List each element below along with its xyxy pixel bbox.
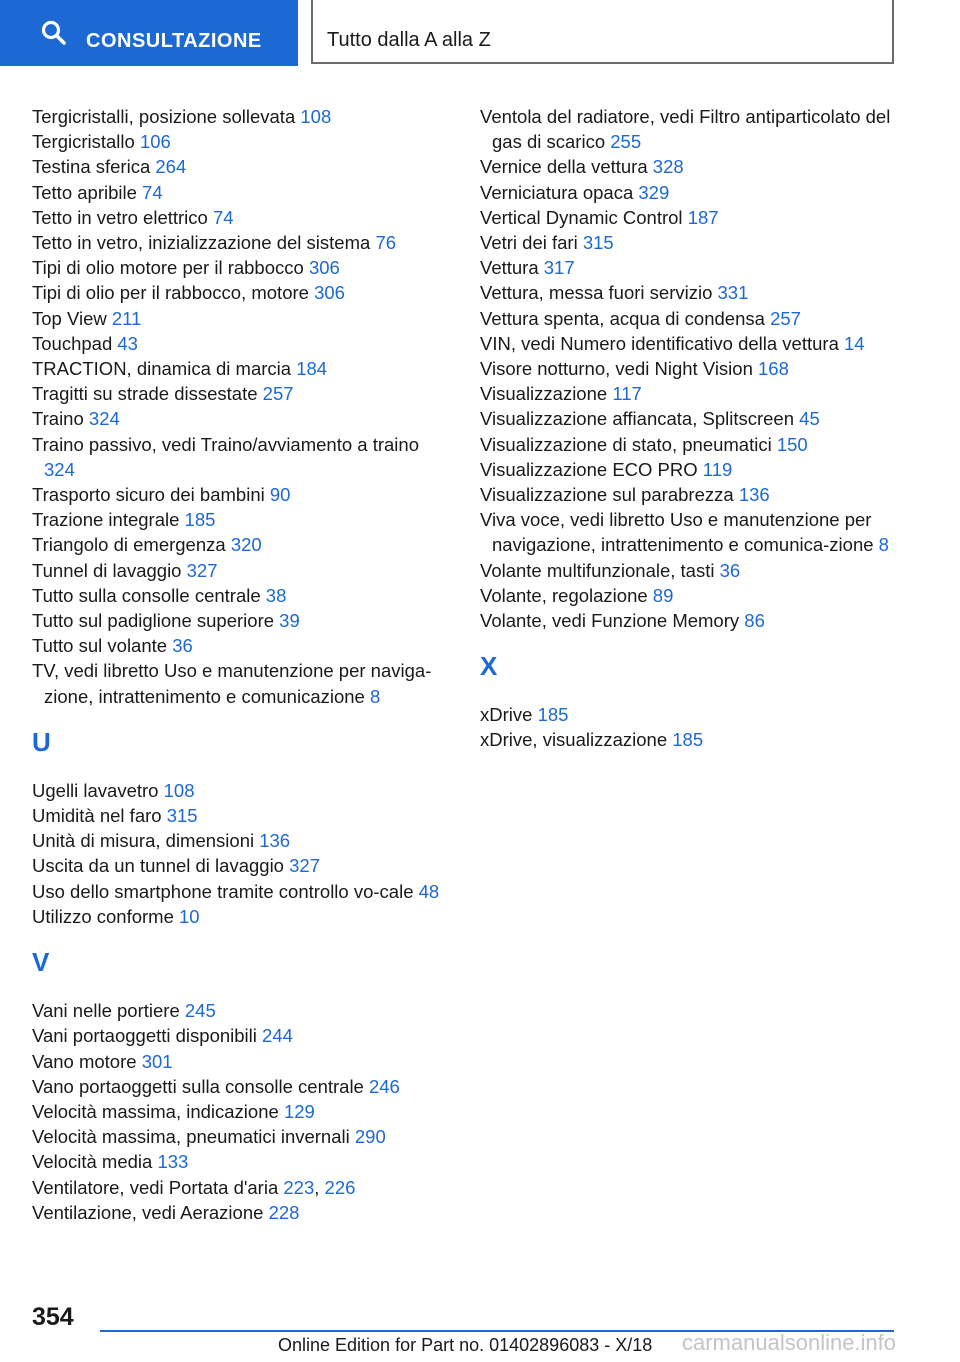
edition-note: Online Edition for Part no. 01402896083 - X/18 [278, 1335, 653, 1355]
index-entry-text: Uscita da un tunnel di lavaggio [32, 855, 290, 877]
index-entry [480, 356, 900, 381]
watermark: carmanualsonline.info [682, 1330, 897, 1355]
page-link[interactable]: 106 [139, 131, 171, 153]
index-entry [32, 129, 452, 154]
index-entry [480, 180, 900, 205]
index-entry [32, 904, 452, 929]
index-entry-text: Tutto sul padiglione superiore [32, 610, 280, 632]
index-entry [32, 1124, 452, 1149]
page-link[interactable]: 10 [179, 905, 200, 927]
page-link[interactable]: 327 [289, 855, 320, 877]
page-link[interactable]: 329 [638, 181, 670, 203]
index-entry [32, 432, 452, 482]
index-entry-text: Triangolo di emergenza [32, 534, 231, 556]
page-link[interactable]: 48 [418, 880, 440, 902]
page-link[interactable]: 43 [117, 332, 138, 354]
index-entry-text: Tetto apribile [32, 181, 143, 203]
index-entry-text: Vano portaoggetti sulla consolle centrale [32, 1075, 369, 1097]
index-entry [32, 230, 452, 255]
index-entry-text: Verniciatura opaca [480, 181, 639, 203]
page-link[interactable]: 327 [186, 559, 218, 581]
page-link[interactable]: 136 [738, 484, 770, 506]
index-entry-text: Vernice della vettura [480, 156, 653, 178]
index-entry-text: Visore notturno, vedi Night Vision [480, 358, 759, 380]
index-entry [32, 331, 452, 356]
index-entry [32, 356, 452, 381]
index-entry [32, 998, 452, 1023]
index-entry [480, 482, 900, 507]
page-link[interactable]: 226 [324, 1176, 356, 1198]
index-entry [32, 658, 452, 708]
index-entry [480, 255, 900, 280]
page-link[interactable]: 108 [300, 106, 332, 127]
v-entries [32, 998, 452, 1225]
page-link[interactable]: 119 [702, 458, 733, 480]
t-entries [32, 104, 452, 709]
index-entry [480, 583, 900, 608]
index-entry [32, 381, 452, 406]
page-link[interactable]: 39 [279, 610, 300, 632]
index-entry [480, 558, 900, 583]
letter-heading-v: V [32, 947, 50, 978]
page-link[interactable]: 257 [770, 307, 801, 329]
page-link[interactable]: 133 [157, 1151, 189, 1173]
index-entry [480, 507, 900, 557]
index-entry [32, 1049, 452, 1074]
index-entry [32, 1099, 452, 1124]
index-entry [480, 306, 900, 331]
page-link[interactable]: 244 [262, 1025, 293, 1047]
index-entry-text: Vertical Dynamic Control [480, 206, 688, 228]
index-entry-text: Tragitti su strade dissestate [32, 383, 263, 405]
index-entry-text: Velocità media [32, 1151, 158, 1173]
index-entry-text: TV, vedi libretto Uso e manutenzione per naviga-zione, intrattenimento e comunicazione [32, 660, 432, 707]
page-link[interactable]: 257 [262, 383, 294, 405]
page-link[interactable]: 14 [844, 332, 865, 354]
index-entry-text: VIN, vedi Numero identificativo della vettura [480, 332, 845, 354]
index-entry [480, 205, 900, 230]
index-entry [32, 1149, 452, 1174]
index-entry-text: xDrive [480, 704, 538, 726]
index-entry [32, 1175, 452, 1200]
index-entry-text: Umidità nel faro [32, 805, 167, 827]
index-entry-text: Visualizzazione [480, 383, 613, 405]
page-link[interactable]: 328 [652, 156, 684, 178]
index-entry [480, 154, 900, 179]
index-entry [480, 457, 900, 482]
tab-label: CONSULTAZIONE [86, 30, 262, 52]
index-entry-text: Trasporto sicuro dei bambini [32, 484, 270, 506]
letter-heading-u: U [32, 726, 51, 757]
index-entry [480, 381, 900, 406]
index-entry-text: Viva voce, vedi libretto Uso e manutenzione per navigazione, intrattenimento e comunica-zione [480, 509, 879, 556]
index-entry-text: Utilizzo conforme [32, 905, 180, 927]
page-link[interactable]: 129 [283, 1100, 315, 1122]
page-link[interactable]: 8 [370, 685, 381, 707]
index-entry [32, 803, 452, 828]
page-link[interactable]: 228 [268, 1201, 300, 1223]
index-entry-text: Unità di misura, dimensioni [32, 830, 260, 852]
index-entry-text: Tutto sulla consolle centrale [32, 584, 266, 606]
page-header [0, 0, 960, 66]
page-link[interactable]: 324 [44, 458, 75, 480]
index-entry-text: Vano motore [32, 1050, 142, 1072]
index-entry-text: Volante, regolazione [480, 584, 653, 606]
index-entry-text: Tutto sul volante [32, 635, 173, 657]
index-entry-text: Volante, vedi Funzione Memory [480, 610, 745, 632]
page-link[interactable]: 290 [354, 1126, 386, 1148]
index-entry-text: Visualizzazione di stato, pneumatici [480, 433, 777, 455]
index-entry [32, 1074, 452, 1099]
index-entry [32, 583, 452, 608]
page-link[interactable]: 245 [184, 1000, 216, 1022]
index-entry [480, 406, 900, 431]
page-link[interactable]: 36 [172, 635, 193, 657]
index-entry-text: Velocità massima, indicazione [32, 1100, 284, 1122]
page-link[interactable]: 223 [283, 1176, 315, 1198]
page-link[interactable]: 108 [163, 779, 195, 801]
page-link[interactable]: 86 [744, 610, 765, 632]
page-link[interactable]: 315 [582, 232, 614, 254]
index-entry-text: Traino [32, 408, 89, 430]
index-entry [32, 280, 452, 305]
page-link[interactable]: 90 [269, 484, 291, 506]
index-entry [480, 331, 900, 356]
page-link[interactable]: 185 [184, 509, 216, 531]
index-entry-text: Ventilatore, vedi Portata d'aria [32, 1176, 284, 1198]
index-entry-text: Ventola del radiatore, vedi Filtro antiparticolato del gas di scarico [480, 106, 891, 153]
index-entry-text: Tergicristalli, posizione sollevata [32, 106, 301, 127]
page-link[interactable]: 301 [141, 1050, 173, 1072]
index-entry-text: Tetto in vetro, inizializzazione del sistema [32, 232, 376, 254]
page-link[interactable]: 317 [543, 257, 575, 279]
index-entry-text: Vettura spenta, acqua di condensa [480, 307, 771, 329]
index-entry [32, 306, 452, 331]
page-link[interactable]: 76 [375, 232, 397, 254]
index-entry [32, 104, 452, 129]
index-entry [480, 727, 900, 752]
breadcrumb [311, 0, 894, 64]
index-entry [32, 205, 452, 230]
index-entry-text: Vettura [480, 257, 544, 279]
index-entry-text: Visualizzazione ECO PRO [480, 458, 703, 480]
page-link[interactable]: 89 [652, 584, 674, 606]
page-link[interactable]: 331 [717, 282, 749, 304]
index-entry-text: Vetri dei fari [480, 232, 583, 254]
index-entry-text: Visualizzazione sul parabrezza [480, 484, 739, 506]
page-link[interactable]: 187 [687, 206, 719, 228]
index-entry [480, 280, 900, 305]
index-entry [32, 633, 452, 658]
index-entry-text: Vettura, messa fuori servizio [480, 282, 718, 304]
index-entry [32, 1023, 452, 1048]
index-entry [32, 1200, 452, 1225]
index-entry [480, 702, 900, 727]
index-entry [480, 104, 900, 154]
page-link[interactable]: 315 [166, 805, 198, 827]
index-entry-text: Touchpad [32, 332, 118, 354]
page-link[interactable]: 306 [314, 282, 345, 304]
page-link[interactable]: 45 [799, 408, 820, 430]
breadcrumb-title: Tutto dalla A alla Z [327, 29, 491, 51]
index-entry-text: Tunnel di lavaggio [32, 559, 187, 581]
index-entry-text: Tetto in vetro elettrico [32, 206, 213, 228]
index-entry-text: xDrive, visualizzazione [480, 729, 673, 751]
index-entry-text: Top View [32, 307, 112, 329]
page-link[interactable]: 320 [230, 534, 262, 556]
index-entry [32, 532, 452, 557]
index-entry-text: Tergicristallo [32, 131, 140, 153]
page-number: 354 [32, 1303, 74, 1331]
page-link[interactable]: 74 [142, 181, 163, 203]
index-entry-text: Tipi di olio per il rabbocco, motore [32, 282, 315, 304]
page-link[interactable]: 136 [259, 830, 291, 852]
index-entry [32, 558, 452, 583]
index-entry [32, 180, 452, 205]
index-entry [32, 406, 452, 431]
index-entry [480, 230, 900, 255]
index-entry [32, 828, 452, 853]
index-entry-text: TRACTION, dinamica di marcia [32, 358, 297, 380]
index-entry-text: Visualizzazione affiancata, Splitscreen [480, 408, 800, 430]
index-entry [32, 482, 452, 507]
index-entry [32, 879, 452, 904]
index-entry-text: Testina sferica [32, 156, 156, 178]
page-link[interactable]: 264 [155, 156, 187, 178]
page-link[interactable]: 184 [296, 358, 328, 380]
index-entry-text: Vani portaoggetti disponibili [32, 1025, 263, 1047]
index-column-left [32, 104, 452, 1225]
index-entry [32, 154, 452, 179]
page-link[interactable]: 8 [878, 534, 889, 556]
index-entry [32, 853, 452, 878]
index-entry-text: Ventilazione, vedi Aerazione [32, 1201, 269, 1223]
page-link[interactable]: 168 [758, 358, 789, 380]
index-entry-text: Volante multifunzionale, tasti [480, 559, 720, 581]
index-column-right [480, 104, 900, 753]
page-link[interactable]: 36 [719, 559, 741, 581]
letter-heading-x: X [480, 651, 498, 682]
index-entry-text: Vani nelle portiere [32, 1000, 185, 1022]
index-entry [480, 608, 900, 633]
page-link[interactable]: 246 [368, 1075, 400, 1097]
u-entries [32, 778, 452, 929]
index-entry-text: Velocità massima, pneumatici invernali [32, 1126, 355, 1148]
index-entry-text: Traino passivo, vedi Traino/avviamento a traino [32, 433, 419, 455]
v-entries-continued [480, 104, 900, 633]
page-link[interactable]: 324 [88, 408, 120, 430]
page-link[interactable]: 211 [111, 307, 142, 329]
page-link[interactable]: 150 [776, 433, 808, 455]
index-entry [32, 778, 452, 803]
page-link[interactable]: 38 [265, 584, 287, 606]
page-link[interactable]: 306 [308, 257, 340, 279]
index-entry-text: Ugelli lavavetro [32, 779, 164, 801]
index-entry-text: Tipi di olio motore per il rabbocco [32, 257, 309, 279]
index-entry-text: Uso dello smartphone tramite controllo vo-cale [32, 880, 419, 902]
page-separator: , [314, 1176, 325, 1198]
index-entry [32, 255, 452, 280]
page-link[interactable]: 185 [672, 729, 704, 751]
index-entry [480, 432, 900, 457]
consultazione-tab[interactable] [0, 0, 298, 66]
index-entry [32, 507, 452, 532]
page-link[interactable]: 255 [610, 131, 642, 153]
page-link[interactable]: 117 [612, 383, 642, 405]
index-entry [32, 608, 452, 633]
x-entries [480, 702, 900, 752]
search-icon [40, 19, 68, 47]
index-entry-text: Trazione integrale [32, 509, 185, 531]
page-link[interactable]: 74 [212, 206, 234, 228]
page-link[interactable]: 185 [537, 704, 569, 726]
